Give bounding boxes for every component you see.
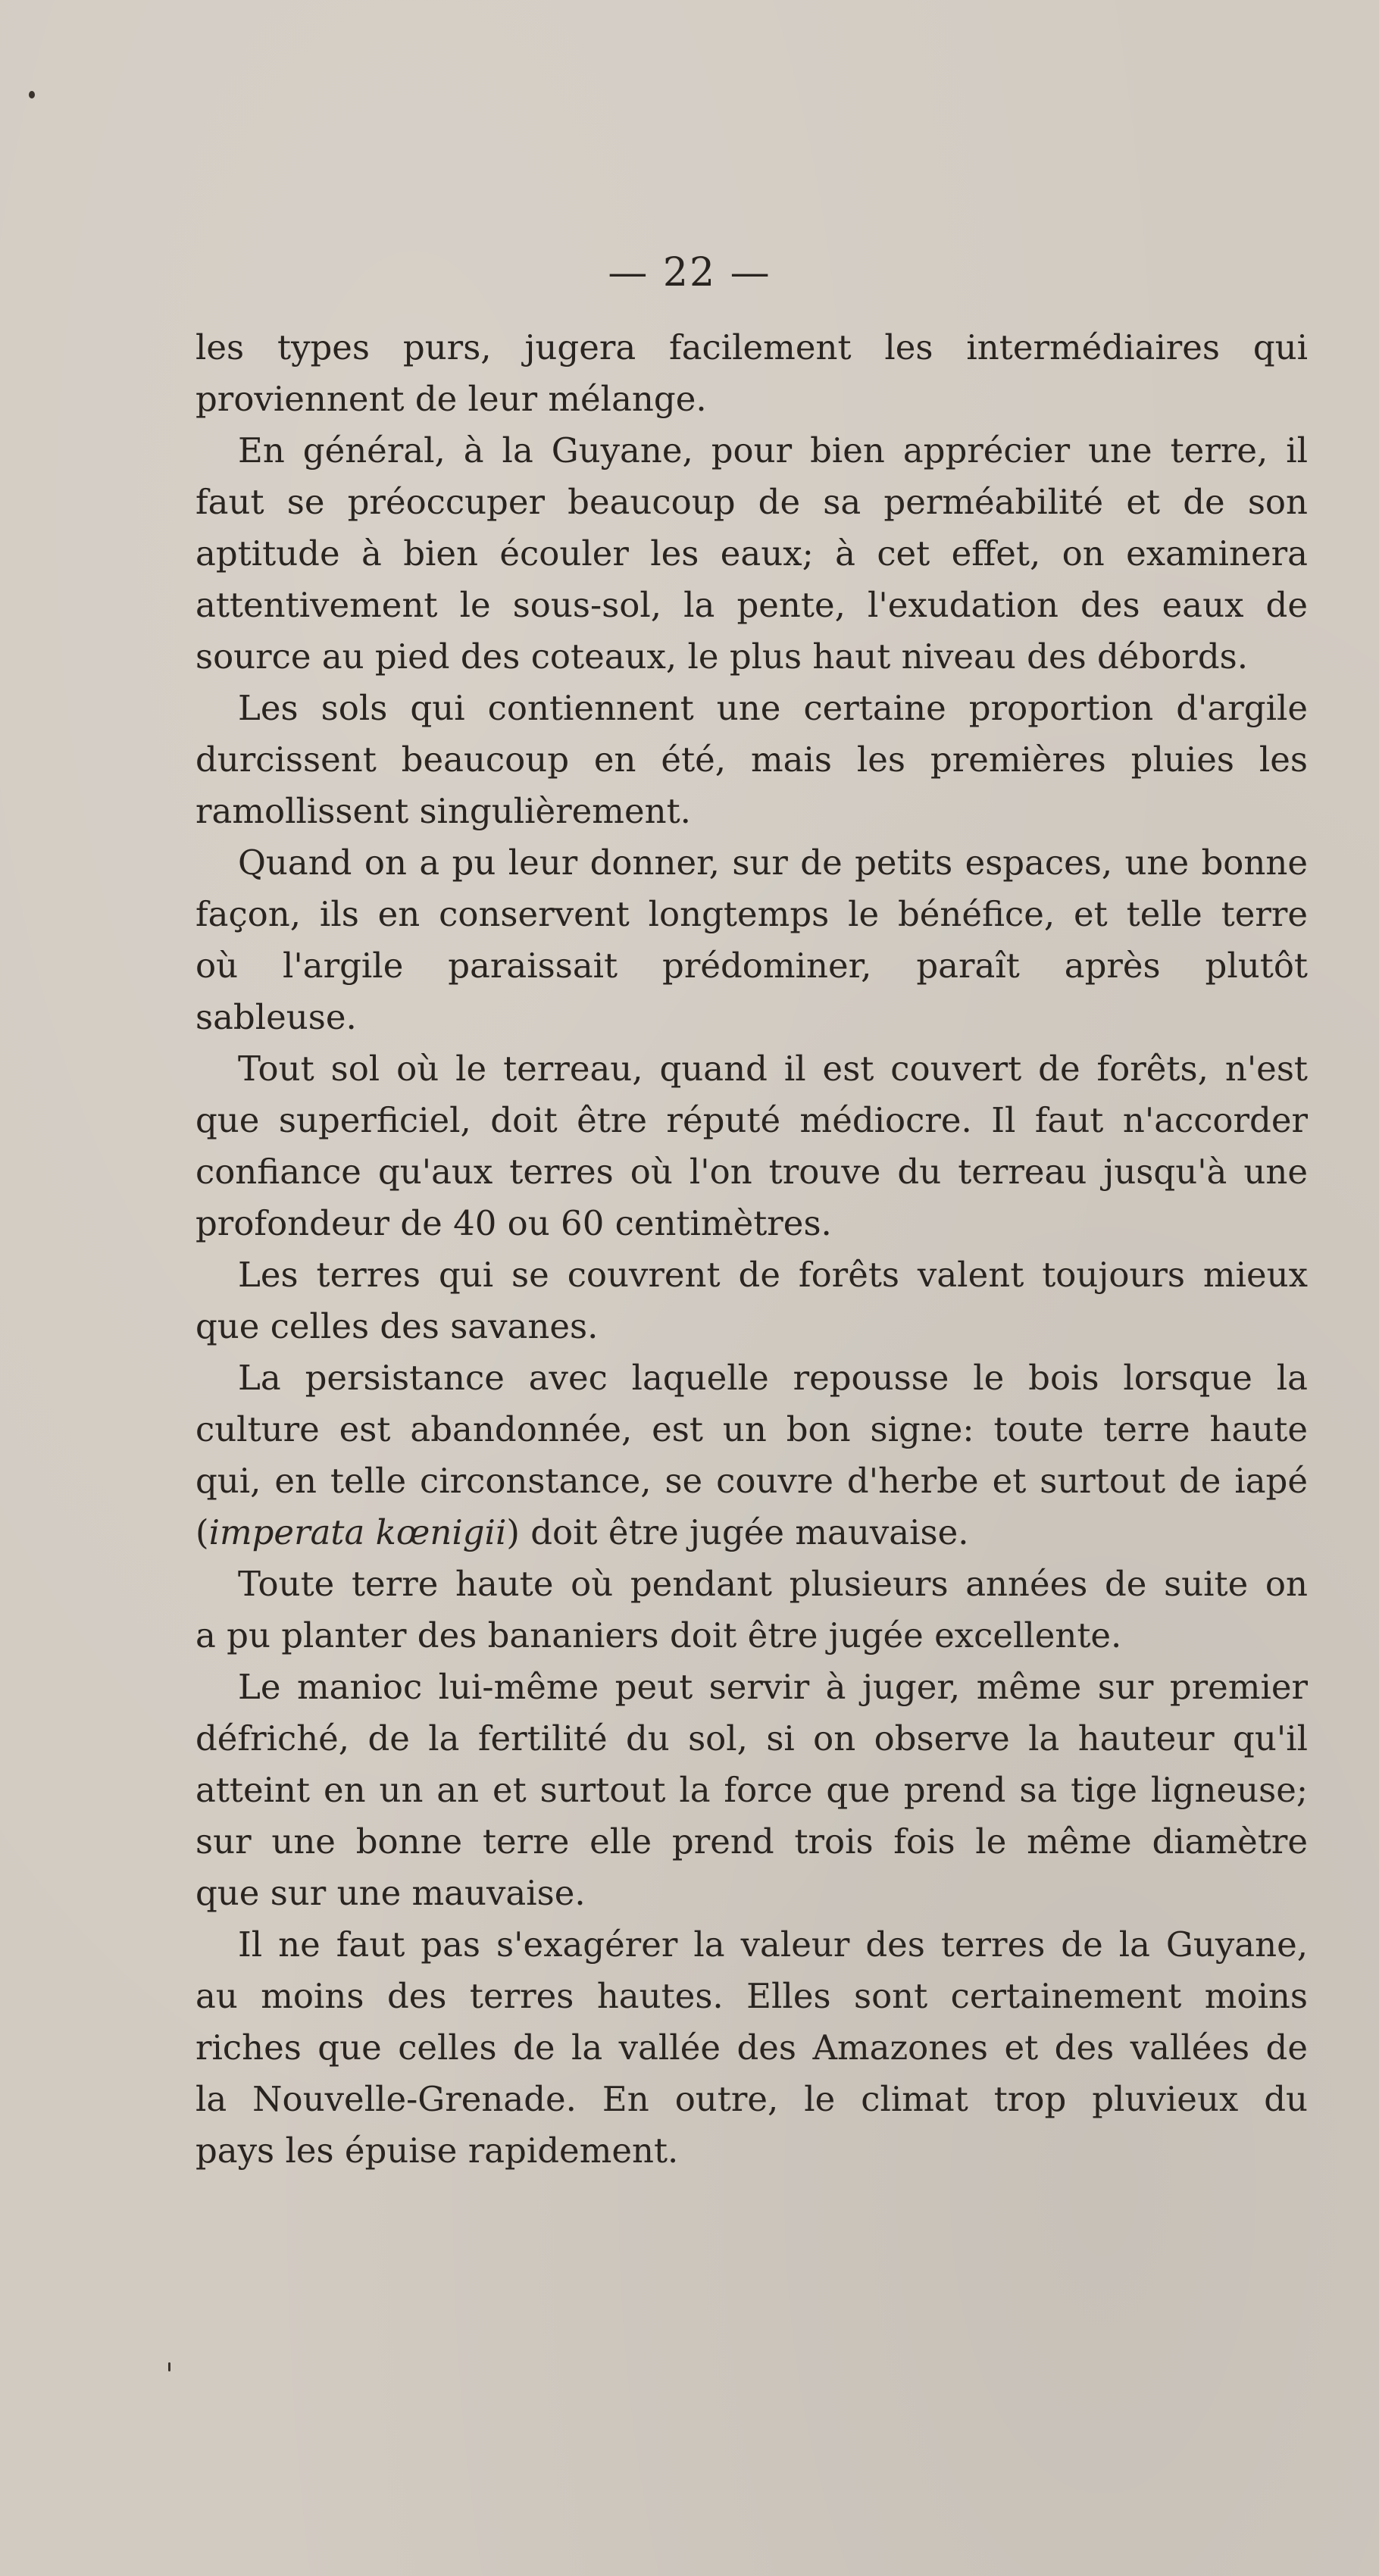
ink-speck (29, 91, 35, 98)
body-text (195, 322, 1308, 2177)
text-line: attentivement le sous-sol, la pente, l'exudation des eaux de (195, 585, 1308, 625)
text-line: au moins des terres hautes. Elles sont certainement moins (195, 1976, 1308, 2016)
text-line: sableuse. (195, 997, 357, 1037)
text-line: qui, en telle circonstance, se couvre d'herbe et surtout de iapé (195, 1461, 1308, 1501)
text-line: confiance qu'aux terres où l'on trouve du terreau jusqu'à une (195, 1152, 1308, 1192)
text-line: atteint en un an et surtout la force que prend sa tige ligneuse; (195, 1770, 1308, 1810)
text-line: riches que celles de la vallée des Amazones et des vallées de (195, 2027, 1308, 2068)
text-line: que sur une mauvaise. (195, 1873, 586, 1913)
text-line: sur une bonne terre elle prend trois fois le même diamètre (195, 1821, 1308, 1862)
text-line: Toute terre haute où pendant plusieurs années de suite on (238, 1564, 1308, 1604)
text-line: profondeur de 40 ou 60 centimètres. (195, 1203, 832, 1243)
page-number: — 22 — (608, 250, 771, 295)
text-line: Les sols qui contiennent une certaine proportion d'argile (238, 688, 1308, 728)
text-line: que superficiel, doit être réputé médiocre. Il faut n'accorder (195, 1100, 1308, 1140)
text-line: (imperata kœnigii) doit être jugée mauvaise. (195, 1512, 969, 1552)
text-line: que celles des savanes. (195, 1306, 599, 1346)
text-line: La persistance avec laquelle repousse le bois lorsque la (238, 1358, 1308, 1398)
text-line: culture est abandonnée, est un bon signe: toute terre haute (195, 1409, 1308, 1449)
text-line: Les terres qui se couvrent de forêts valent toujours mieux (238, 1255, 1308, 1295)
text-line: a pu planter des bananiers doit être jugée excellente. (195, 1615, 1122, 1655)
text-line: proviennent de leur mélange. (195, 379, 707, 419)
text-line: façon, ils en conservent longtemps le bénéfice, et telle terre (195, 894, 1308, 934)
ink-speck (168, 2362, 170, 2371)
text-line: Il ne faut pas s'exagérer la valeur des terres de la Guyane, (238, 1924, 1308, 1965)
text-line: Tout sol où le terreau, quand il est couvert de forêts, n'est (238, 1049, 1308, 1089)
text-line: Le manioc lui-même peut servir à juger, même sur premier (238, 1667, 1308, 1707)
text-line: faut se préoccuper beaucoup de sa perméabilité et de son (195, 482, 1308, 522)
text-line: aptitude à bien écouler les eaux; à cet effet, on examinera (195, 533, 1308, 574)
text-line: ramollissent singulièrement. (195, 791, 691, 831)
text-line: durcissent beaucoup en été, mais les premières pluies les (195, 739, 1308, 780)
text-line: où l'argile paraissait prédominer, paraît après plutôt (195, 946, 1308, 986)
text-line: Quand on a pu leur donner, sur de petits espaces, une bonne (238, 843, 1308, 883)
text-line: pays les épuise rapidement. (195, 2131, 679, 2171)
text-line: les types purs, jugera facilement les intermédiaires qui (195, 327, 1308, 367)
text-line: En général, à la Guyane, pour bien apprécier une terre, il (238, 430, 1308, 470)
text-line: défriché, de la fertilité du sol, si on observe la hauteur qu'il (195, 1718, 1308, 1758)
text-line: la Nouvelle-Grenade. En outre, le climat trop pluvieux du (195, 2079, 1308, 2119)
text-line: source au pied des coteaux, le plus haut niveau des débords. (195, 636, 1249, 677)
